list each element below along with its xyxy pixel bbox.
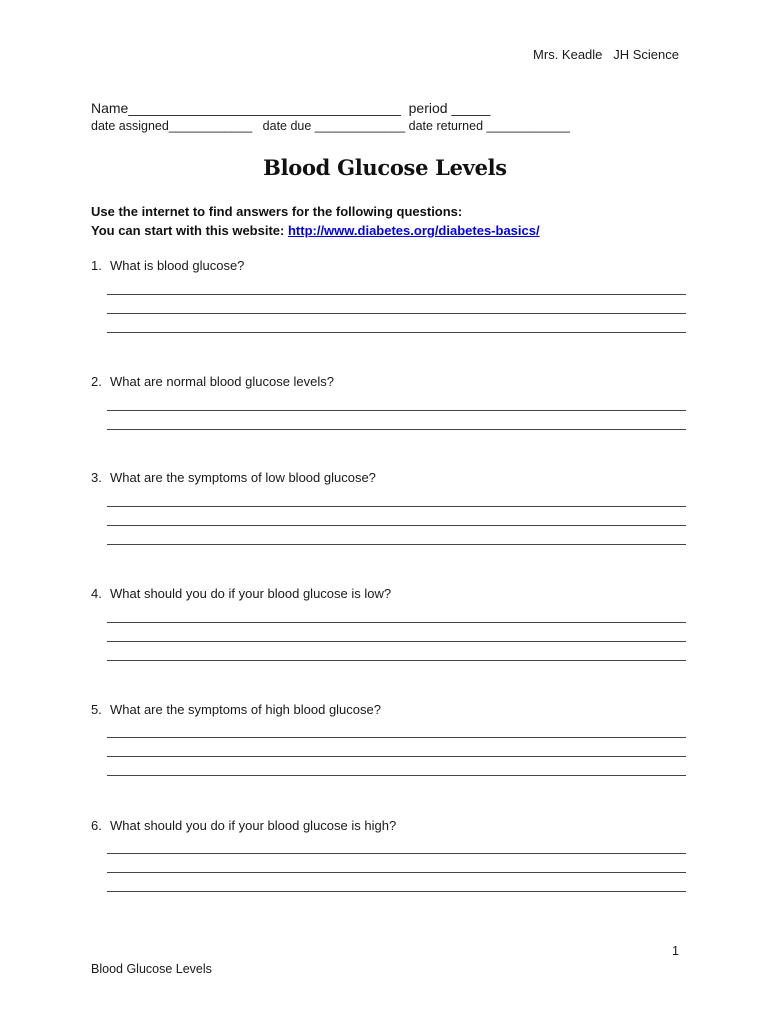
teacher-header: Mrs. Keadle JH Science: [533, 47, 679, 62]
page-title: Blood Glucose Levels: [263, 155, 507, 180]
dates-line: date assigned____________ date due _____________ date returned ____________: [91, 119, 570, 133]
question-6: [91, 818, 396, 833]
answer-line-1c[interactable]: [107, 332, 686, 333]
question-number: 1.: [91, 258, 102, 273]
question-number: 2.: [91, 374, 102, 389]
question-text: What are normal blood glucose levels?: [110, 374, 335, 389]
question-number: 6.: [91, 818, 102, 833]
page-number: 1: [672, 944, 679, 958]
question-text: What should you do if your blood glucose is high?: [110, 818, 397, 833]
diabetes-basics-link[interactable]: http://www.diabetes.org/diabetes-basics/: [287, 223, 540, 238]
question-2: [91, 374, 334, 389]
answer-line-2a[interactable]: [107, 410, 686, 411]
question-4: [91, 586, 391, 601]
answer-line-6a[interactable]: [107, 853, 686, 854]
question-1: [91, 258, 244, 273]
answer-line-6b[interactable]: [107, 872, 686, 873]
answer-line-3b[interactable]: [107, 525, 686, 526]
question-number: 3.: [91, 470, 102, 485]
answer-line-5b[interactable]: [107, 756, 686, 757]
answer-line-1b[interactable]: [107, 313, 686, 314]
instructions-line-2: [91, 221, 540, 240]
question-5: [91, 702, 381, 717]
question-text: What should you do if your blood glucose is low?: [110, 586, 392, 601]
footer-document-name: Blood Glucose Levels: [91, 962, 212, 976]
answer-line-2b[interactable]: [107, 429, 686, 430]
question-text: What is blood glucose?: [110, 258, 245, 273]
question-text: What are the symptoms of high blood glucose?: [110, 702, 381, 717]
answer-line-6c[interactable]: [107, 891, 686, 892]
answer-line-4b[interactable]: [107, 641, 686, 642]
question-number: 5.: [91, 702, 102, 717]
answer-line-1a[interactable]: [107, 294, 686, 295]
answer-line-5c[interactable]: [107, 775, 686, 776]
name-period-line: Name___________________________________ period _____: [91, 100, 491, 116]
answer-line-4c[interactable]: [107, 660, 686, 661]
instructions-prefix: You can start with this website:: [91, 223, 288, 238]
question-3: [91, 470, 376, 485]
answer-line-3a[interactable]: [107, 506, 686, 507]
question-text: What are the symptoms of low blood glucose?: [110, 470, 376, 485]
answer-line-4a[interactable]: [107, 622, 686, 623]
instructions-line-1: Use the internet to find answers for the following questions:: [91, 204, 463, 219]
answer-line-3c[interactable]: [107, 544, 686, 545]
question-number: 4.: [91, 586, 102, 601]
answer-line-5a[interactable]: [107, 737, 686, 738]
instructions: [91, 202, 540, 240]
